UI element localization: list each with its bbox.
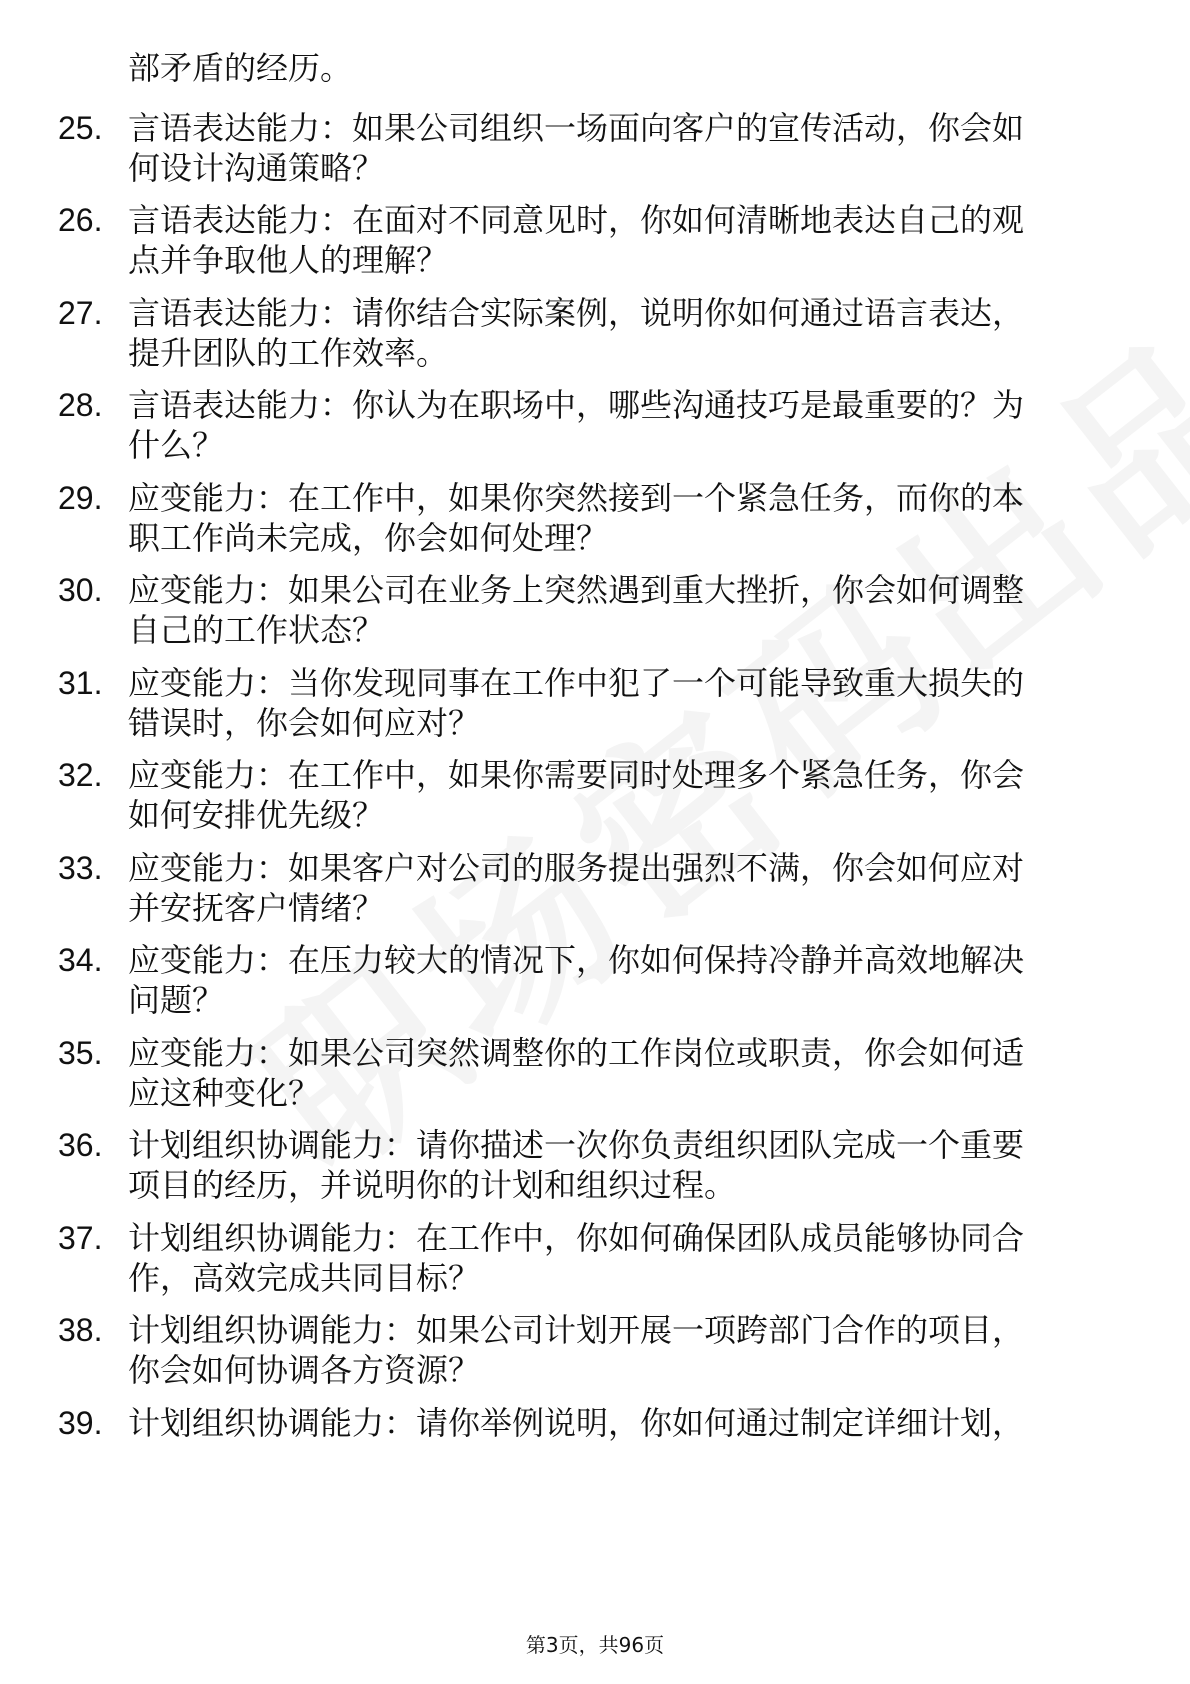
question-text — [128, 1125, 1128, 1205]
question-line: 并安抚客户情绪？ — [128, 889, 385, 927]
question-line: 应变能力：如果公司突然调整你的工作岗位或职责，你会如何适 — [128, 1034, 1025, 1072]
question-line: 应这种变化？ — [128, 1074, 321, 1112]
question-number: 35. — [58, 1035, 103, 1071]
question-line: 言语表达能力：你认为在职场中，哪些沟通技巧是最重要的？为 — [128, 386, 1025, 424]
question-number: 34. — [58, 942, 103, 978]
question-text — [128, 755, 1128, 835]
question-line: 应变能力：在工作中，如果你需要同时处理多个紧急任务，你会 — [128, 756, 1025, 794]
question-line: 职工作尚未完成，你会如何处理？ — [128, 519, 609, 557]
question-number: 36. — [58, 1127, 103, 1163]
question-number: 31. — [58, 665, 103, 701]
question-line: 应变能力：在工作中，如果你突然接到一个紧急任务，而你的本 — [128, 479, 1025, 517]
question-text — [128, 200, 1128, 280]
question-line: 应变能力：如果客户对公司的服务提出强烈不满，你会如何应对 — [128, 849, 1025, 887]
question-line: 应变能力：当你发现同事在工作中犯了一个可能导致重大损失的 — [128, 664, 1025, 702]
question-number: 25. — [58, 110, 103, 146]
question-line: 自己的工作状态？ — [128, 611, 385, 649]
question-text — [128, 293, 1128, 373]
question-text — [128, 385, 1128, 465]
question-text — [128, 663, 1128, 743]
question-text — [128, 1033, 1128, 1113]
question-text — [128, 1218, 1128, 1298]
question-line: 言语表达能力：在面对不同意见时，你如何清晰地表达自己的观 — [128, 201, 1025, 239]
question-number: 27. — [58, 295, 103, 331]
question-text — [128, 940, 1128, 1020]
question-line: 项目的经历，并说明你的计划和组织过程。 — [128, 1166, 737, 1204]
question-line: 问题？ — [128, 981, 225, 1019]
question-number: 30. — [58, 572, 103, 608]
question-number: 32. — [58, 757, 103, 793]
page-number-footer: 第3页，共96页 — [525, 1633, 665, 1657]
question-line: 计划组织协调能力：请你举例说明，你如何通过制定详细计划， — [128, 1404, 1025, 1442]
question-line: 应变能力：在压力较大的情况下，你如何保持冷静并高效地解决 — [128, 941, 1025, 979]
question-line: 什么？ — [128, 426, 225, 464]
question-line: 如何安排优先级？ — [128, 796, 385, 834]
question-number: 29. — [58, 480, 103, 516]
question-line: 应变能力：如果公司在业务上突然遇到重大挫折，你会如何调整 — [128, 571, 1025, 609]
question-text — [128, 570, 1128, 650]
question-line: 言语表达能力：请你结合实际案例，说明你如何通过语言表达， — [128, 294, 1025, 332]
question-line: 计划组织协调能力：请你描述一次你负责组织团队完成一个重要 — [128, 1126, 1025, 1164]
question-number: 37. — [58, 1220, 103, 1256]
question-line: 计划组织协调能力：在工作中，你如何确保团队成员能够协同合 — [128, 1219, 1025, 1257]
question-text — [128, 848, 1128, 928]
question-line: 作，高效完成共同目标？ — [128, 1259, 481, 1297]
question-line: 提升团队的工作效率。 — [128, 334, 449, 372]
continued-text: 部矛盾的经历。 — [128, 49, 353, 87]
question-number: 39. — [58, 1405, 103, 1441]
question-line: 何设计沟通策略？ — [128, 149, 385, 187]
question-line: 错误时，你会如何应对？ — [128, 704, 481, 742]
question-text — [128, 478, 1128, 558]
question-number: 28. — [58, 387, 103, 423]
question-text — [128, 1403, 1128, 1443]
question-number: 38. — [58, 1312, 103, 1348]
question-line: 计划组织协调能力：如果公司计划开展一项跨部门合作的项目， — [128, 1311, 1025, 1349]
question-number: 33. — [58, 850, 103, 886]
question-line: 你会如何协调各方资源？ — [128, 1351, 481, 1389]
question-line: 言语表达能力：如果公司组织一场面向客户的宣传活动，你会如 — [128, 109, 1025, 147]
question-text — [128, 108, 1128, 188]
question-text — [128, 1310, 1128, 1390]
question-number: 26. — [58, 202, 103, 238]
question-line: 点并争取他人的理解？ — [128, 241, 449, 279]
